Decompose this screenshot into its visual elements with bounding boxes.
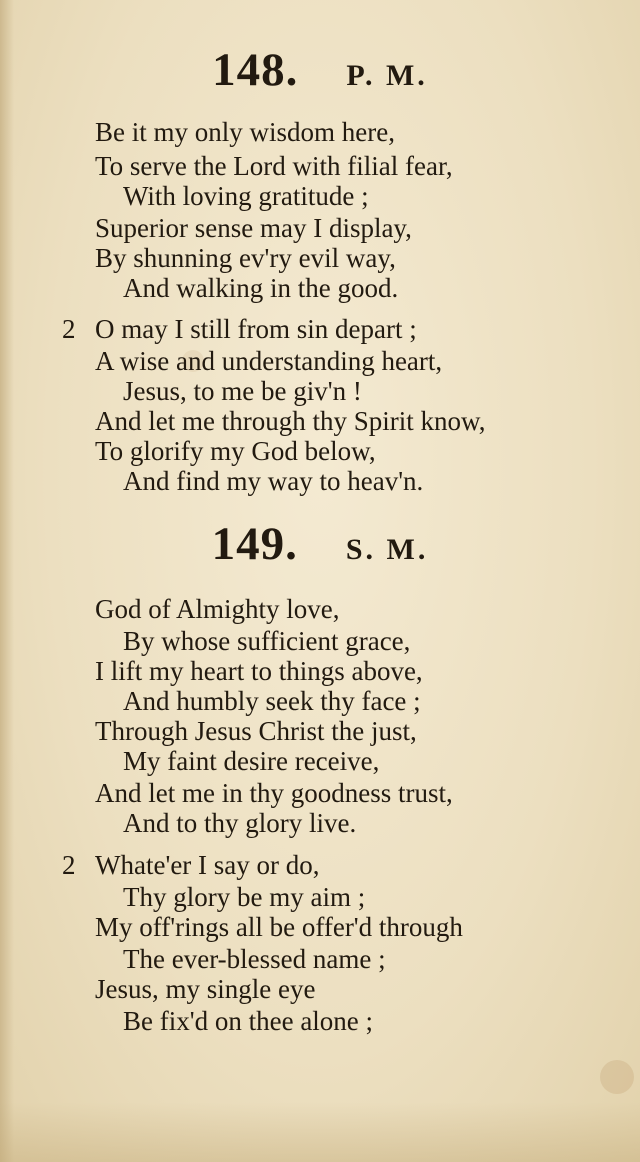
- verse-line: To serve the Lord with filial fear,: [95, 151, 453, 181]
- verse-line: Thy glory be my aim ;: [123, 882, 366, 912]
- hymn-meter: P. M.: [346, 59, 428, 92]
- verse-line: To glorify my God below,: [95, 436, 376, 466]
- verse-line: And to thy glory live.: [123, 808, 357, 838]
- foxing-spot: [600, 1060, 634, 1094]
- page-bottom-stain: [0, 1102, 640, 1162]
- verse-line: Through Jesus Christ the just,: [95, 716, 417, 746]
- verse-line: A wise and understanding heart,: [95, 346, 443, 376]
- verse-line: Superior sense may I display,: [95, 213, 412, 243]
- verse-line: I lift my heart to things above,: [95, 656, 423, 686]
- verse-line: Jesus, my single eye: [95, 974, 316, 1004]
- hymn-number: 149.: [211, 518, 298, 570]
- hymn-heading: [0, 517, 640, 571]
- stanza-number: 2: [62, 314, 76, 344]
- hymn-meter: S. M.: [345, 533, 429, 566]
- stanza-number: 2: [62, 850, 76, 880]
- verse-line: And find my way to heav'n.: [123, 466, 424, 496]
- verse-line: Whate'er I say or do,: [95, 850, 320, 880]
- page-edge-shadow: [0, 0, 14, 1162]
- verse-line: My off'rings all be offer'd through: [95, 912, 463, 942]
- verse-line: Be fix'd on thee alone ;: [123, 1006, 374, 1036]
- verse-line: With loving gratitude ;: [123, 181, 369, 211]
- verse-line: The ever-blessed name ;: [123, 944, 386, 974]
- verse-line: And humbly seek thy face ;: [123, 686, 421, 716]
- verse-line: God of Almighty love,: [95, 594, 340, 624]
- hymn-number: 148.: [212, 44, 299, 96]
- verse-line: And walking in the good.: [123, 273, 399, 303]
- verse-line: O may I still from sin depart ;: [95, 314, 417, 344]
- verse-line: Jesus, to me be giv'n !: [123, 376, 362, 406]
- verse-line: And let me in thy goodness trust,: [95, 778, 453, 808]
- verse-line: My faint desire receive,: [123, 746, 380, 776]
- hymn-heading: [0, 43, 640, 97]
- verse-line: By whose sufficient grace,: [123, 626, 411, 656]
- verse-line: Be it my only wisdom here,: [95, 117, 395, 147]
- verse-line: And let me through thy Spirit know,: [95, 406, 486, 436]
- verse-line: By shunning ev'ry evil way,: [95, 243, 396, 273]
